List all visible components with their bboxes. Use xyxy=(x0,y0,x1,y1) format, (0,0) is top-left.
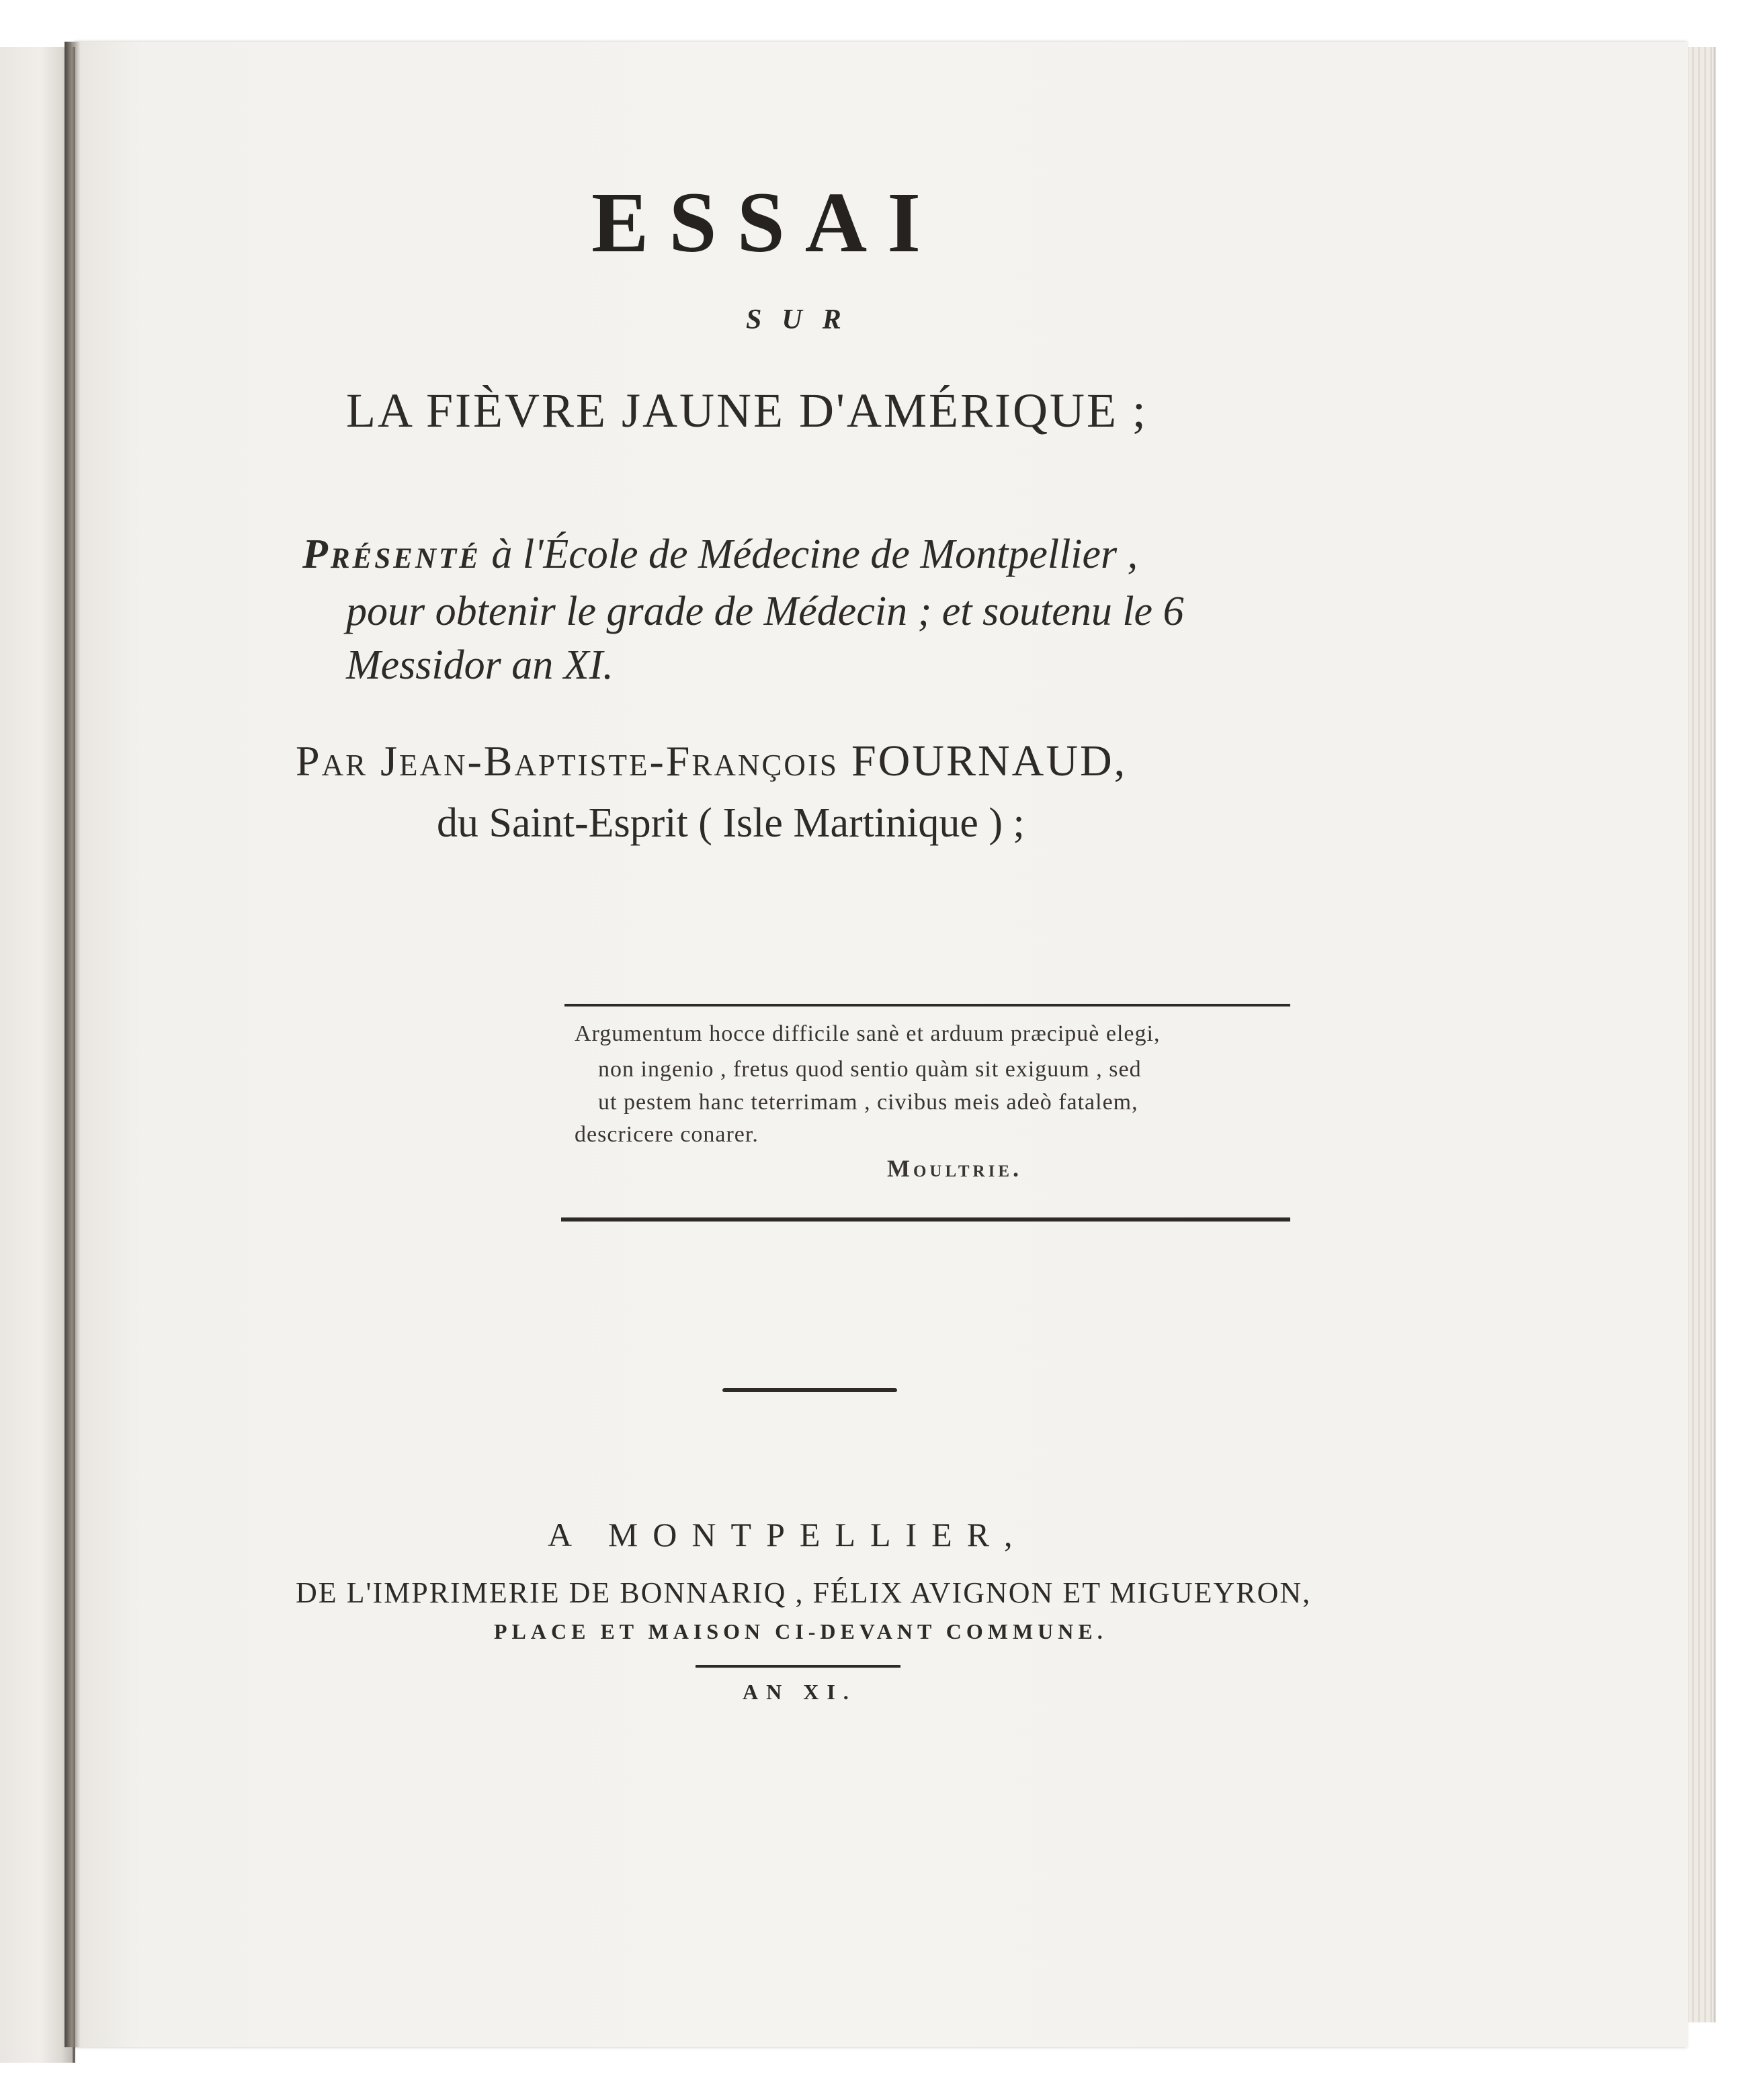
imprint-printer: DE L'IMPRIMERIE DE BONNARIQ , FÉLIX AVIGNON ET MIGUEYRON, xyxy=(296,1576,1312,1609)
presentation-line-1-rest: à l'École de Médecine de Montpellier , xyxy=(491,531,1138,577)
author-surname: FOURNAUD, xyxy=(851,736,1128,785)
epigraph-bottom-rule xyxy=(561,1217,1290,1222)
author-origin: du Saint-Esprit ( Isle Martinique ) ; xyxy=(437,800,1025,846)
gutter-shadow xyxy=(65,42,81,2047)
presentation-word: Présenté xyxy=(302,531,481,577)
author-line xyxy=(296,736,1127,787)
imprint-place: PLACE ET MAISON CI-DEVANT COMMUNE. xyxy=(494,1619,1107,1643)
subtitle: LA FIÈVRE JAUNE D'AMÉRIQUE ; xyxy=(346,384,1148,437)
epigraph-line-3: ut pestem hanc teterrimam , civibus meis adeò fatalem, xyxy=(598,1090,1138,1115)
title-connector: SUR xyxy=(746,304,862,335)
imprint-city: A MONTPELLIER, xyxy=(548,1516,1027,1553)
presentation-line-3: Messidor an XI. xyxy=(346,642,614,688)
epigraph-line-2: non ingenio , fretus quod sentio quàm sit exiguum , sed xyxy=(598,1057,1142,1082)
author-given-names: Par Jean-Baptiste-François xyxy=(296,737,839,785)
ornamental-divider xyxy=(722,1388,897,1392)
imprint-short-rule xyxy=(696,1665,900,1668)
imprint-date: AN XI. xyxy=(743,1680,857,1704)
main-title: ESSAI xyxy=(591,175,941,270)
presentation-line-1 xyxy=(302,531,1138,579)
epigraph-line-1: Argumentum hocce difficile sanè et arduum præcipuè elegi, xyxy=(575,1021,1161,1046)
presentation-line-2: pour obtenir le grade de Médecin ; et soutenu le 6 xyxy=(346,589,1184,634)
epigraph-line-4: descricere conarer. xyxy=(575,1122,759,1147)
epigraph-top-rule xyxy=(564,1004,1290,1006)
epigraph-attribution: Moultrie. xyxy=(887,1155,1022,1182)
